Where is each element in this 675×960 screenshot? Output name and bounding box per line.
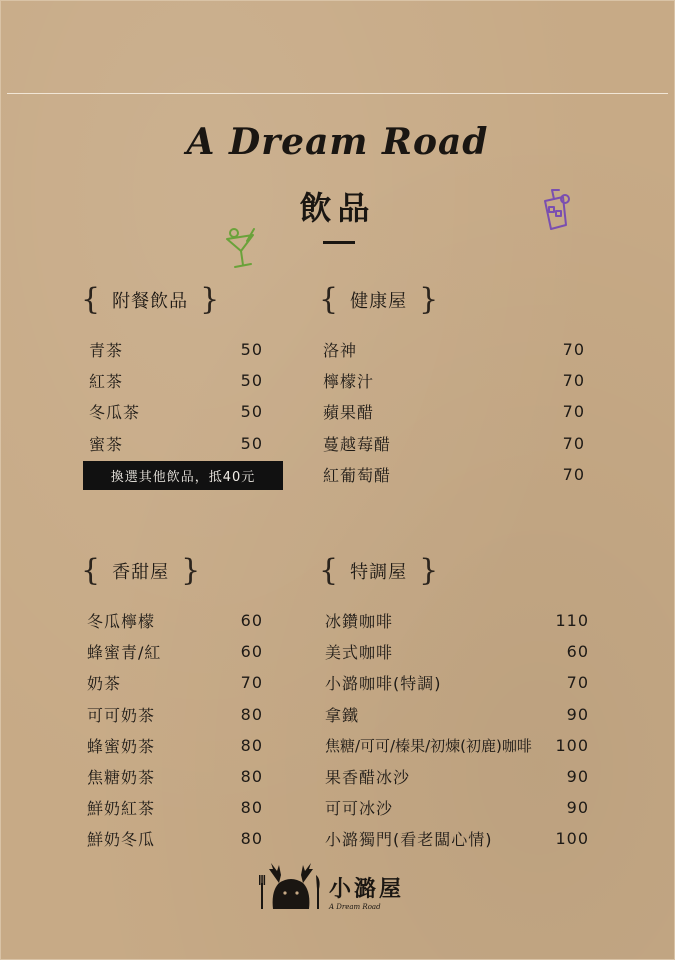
list-item: [325, 792, 589, 823]
item-name: 小潞咖啡(特調): [325, 674, 442, 694]
item-name: 焦糖奶茶: [87, 768, 156, 788]
item-price: 80: [240, 767, 263, 787]
item-price: 110: [555, 611, 589, 631]
substitution-note: 換選其他飲品，抵40元: [83, 461, 283, 490]
section-heading-label: 健康屋: [350, 291, 408, 312]
right-brace: }: [181, 553, 201, 588]
menu-title: 飲品: [299, 189, 376, 227]
list-item: [87, 761, 263, 792]
item-price: 70: [566, 673, 589, 693]
sweet-list: [87, 605, 263, 855]
item-name: 焦糖/可可/榛果/初煉(初鹿)咖啡: [325, 736, 532, 755]
item-price: 60: [240, 611, 263, 631]
item-name: 蘋果醋: [323, 403, 375, 423]
item-price: 70: [562, 464, 585, 484]
item-name: 蜂蜜奶茶: [87, 736, 156, 756]
item-price: 70: [562, 402, 585, 422]
list-item: [87, 792, 263, 823]
item-name: 紅茶: [89, 372, 124, 392]
right-brace: }: [200, 282, 220, 317]
list-item: [87, 823, 263, 854]
list-item: [325, 699, 589, 730]
item-name: 冬瓜檸檬: [87, 612, 156, 632]
item-price: 60: [240, 642, 263, 662]
list-item: [323, 365, 585, 396]
footer-logo: [259, 861, 404, 911]
brand-title: A Dream Road: [186, 121, 489, 163]
item-name: 小潞獨門(看老闆心情): [325, 830, 493, 850]
list-item: [325, 730, 589, 761]
item-price: 60: [566, 642, 589, 662]
item-price: 50: [240, 340, 263, 360]
list-item: [87, 667, 263, 698]
list-item: [323, 334, 585, 365]
item-name: 美式咖啡: [325, 643, 394, 663]
list-item: [89, 365, 263, 396]
item-price: 80: [240, 735, 263, 755]
list-item: [87, 730, 263, 761]
item-price: 80: [240, 704, 263, 724]
list-item: [325, 605, 589, 636]
healthy-list: [323, 334, 585, 490]
list-item: [323, 396, 585, 427]
section-heading-set-drinks: [81, 282, 220, 317]
item-price: 50: [240, 433, 263, 453]
section-heading-label: 特調屋: [350, 562, 408, 583]
logo-chinese-name: 小潞屋: [329, 877, 405, 902]
top-divider: [7, 93, 668, 94]
item-name: 紅葡萄醋: [323, 465, 392, 485]
moose-fork-logo-icon: [259, 861, 323, 911]
left-brace: {: [319, 282, 339, 317]
right-brace: }: [419, 282, 439, 317]
item-name: 可可冰沙: [325, 799, 394, 819]
section-heading-label: 香甜屋: [112, 562, 170, 583]
item-name: 青茶: [89, 341, 124, 361]
left-brace: {: [81, 553, 101, 588]
iced-drink-icon: [539, 189, 573, 233]
logo-english-name: A Dream Road: [329, 903, 381, 911]
item-name: 可可奶茶: [87, 705, 156, 725]
item-name: 檸檬汁: [323, 372, 375, 392]
item-price: 70: [562, 371, 585, 391]
right-brace: }: [419, 553, 439, 588]
item-price: 90: [566, 798, 589, 818]
item-name: 冰鑽咖啡: [325, 612, 394, 632]
list-item: [323, 428, 585, 459]
item-price: 80: [240, 829, 263, 849]
item-name: 蔓越莓醋: [323, 434, 392, 454]
item-price: 70: [240, 673, 263, 693]
item-name: 奶茶: [87, 674, 122, 694]
list-item: [325, 667, 589, 698]
list-item: [87, 699, 263, 730]
item-price: 70: [562, 433, 585, 453]
set-drinks-list: [89, 334, 263, 459]
list-item: [87, 605, 263, 636]
list-item: [325, 823, 589, 854]
item-price: 80: [240, 798, 263, 818]
list-item: [89, 396, 263, 427]
item-name: 蜂蜜青/紅: [87, 643, 162, 663]
list-item: [325, 761, 589, 792]
section-heading-healthy: [319, 282, 439, 317]
item-name: 冬瓜茶: [89, 403, 141, 423]
list-item: [89, 334, 263, 365]
item-price: 70: [562, 340, 585, 360]
left-brace: {: [319, 553, 339, 588]
list-item: [87, 636, 263, 667]
item-price: 100: [555, 829, 589, 849]
item-price: 50: [240, 371, 263, 391]
section-heading-label: 附餐飲品: [112, 291, 189, 312]
left-brace: {: [81, 282, 101, 317]
item-price: 90: [566, 704, 589, 724]
list-item: [323, 459, 585, 490]
list-item: [89, 428, 263, 459]
item-name: 洛神: [323, 341, 358, 361]
item-name: 蜜茶: [89, 434, 124, 454]
item-price: 90: [566, 767, 589, 787]
section-heading-sweet: [81, 553, 201, 588]
item-name: 鮮奶紅茶: [87, 799, 156, 819]
item-price: 100: [555, 735, 589, 755]
list-item: [325, 636, 589, 667]
cocktail-glass-icon: [223, 225, 257, 271]
logo-text-block: [329, 879, 404, 911]
special-list: [325, 605, 589, 855]
item-name: 鮮奶冬瓜: [87, 830, 156, 850]
item-name: 果香醋冰沙: [325, 768, 411, 788]
section-heading-special: [319, 553, 439, 588]
item-price: 50: [240, 402, 263, 422]
item-name: 拿鐵: [325, 705, 360, 725]
title-underline: [323, 241, 355, 244]
